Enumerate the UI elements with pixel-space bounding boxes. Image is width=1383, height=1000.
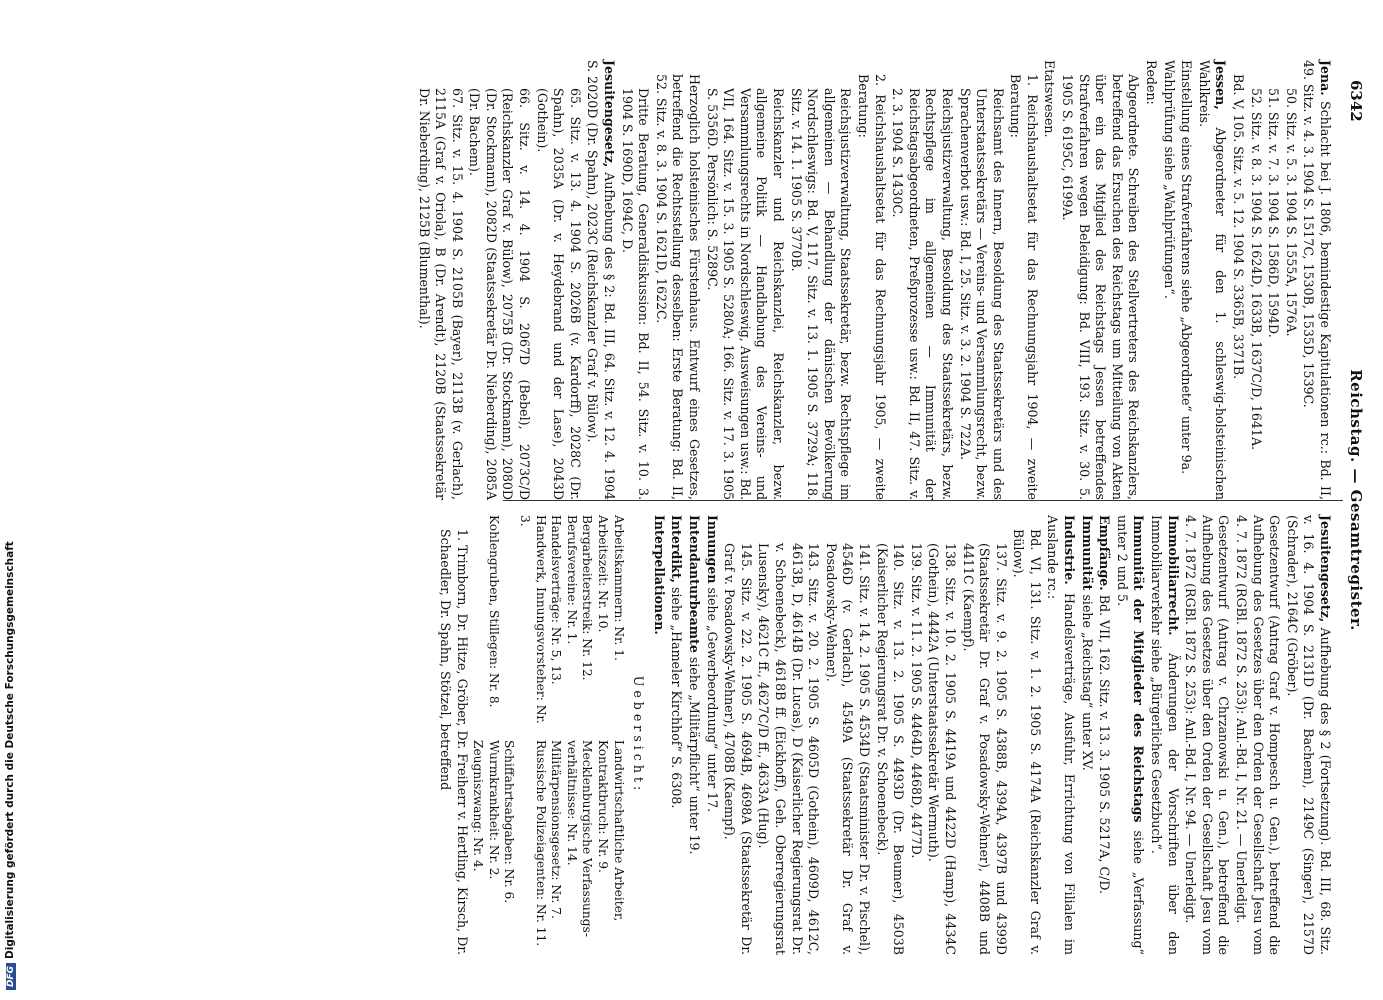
entry-text: 1. Reichshaushaltsetat für das Rechnungsjahr 1904, — zweite Beratung: [1008,74,1040,500]
entry-text: Änderungen der Vorschriften über den Immobiliarverkehr siehe „Bürgerliches Gesetzbuch“. [1149,515,1181,955]
overview-item: Militärpensionsgesetz: Nr. 7. [549,740,564,919]
entry-keyword: Jesuitengesetz, [1318,515,1333,623]
overview-item: Berufsvereine: Nr. 1. [564,515,579,645]
register-entry [1232,515,1282,955]
entry-text: siehe „Reichstag“ unter XV. [1079,594,1095,771]
register-entry [1096,515,1113,955]
entry-text: 50. Sitz. v. 5. 3. 1904 S. 1555A, 1576A. [1283,88,1299,337]
register-entry [959,515,1009,955]
overview-item [501,515,517,730]
dfg-logo: DFG [6,963,16,990]
credit-text: Digitalisierung gefördert durch die Deutsche Forschungsgemeinschaft [4,541,16,959]
entry-text: 2. Reichshaushaltsetat für das Rechnungsjahr 1905, — zweite Beratung: [855,74,888,500]
entry-text: Bd. VI, 131. Sitz. v. 1. 2. 1905 S. 4174A (Reichskanzler Graf v. Bülow). [1011,529,1043,955]
entry-keyword: Interdikt, [669,515,685,584]
right-column-entries [650,515,1333,955]
register-entry [618,60,651,500]
entry-text: siehe „Hameler Kirchhof“ S. 6308. [669,587,685,809]
entry-keyword: Jessen, [1213,60,1229,110]
overview-item: Bergarbeiterstreik: Nr. 12. [580,515,595,681]
overview-item: Russische Polizeiagenten: Nr. 11. [533,740,548,947]
register-entry [1078,515,1095,955]
overview-item: Kohlengruben, Stillegen: Nr. 8. [486,515,501,708]
register-entry [1195,60,1228,500]
entry-text: 140. Sitz. v. 13. 2. 1905 S. 4493D (Dr. Beumer), 4503B (Kaiserlicher Regierungsrat Dr. v. Schoenebeck). [874,543,907,955]
entry-text: siehe „Militärpflicht“ unter 19. [687,656,703,855]
register-entry [956,60,1006,500]
entry-text: siehe „Gewerbeordnung“ unter 17. [704,587,720,813]
register-entry [584,60,617,500]
entry-keyword: Industrie. [1062,515,1078,585]
register-entry [1044,515,1077,955]
overview-item: Arbeitskammern: Nr. 1. [611,515,626,661]
register-entry [1041,60,1058,500]
register-entry [1059,60,1142,500]
right-column [436,515,1333,955]
entry-text: Gesetzentwurf (Antrag v. Chrzanowski u. Gen.), betreffend die Aufhebung des Gesetzes über den Orden der Gesellschaft Jesu vom 4. 7. 1872 (RGBl. 1872 S. 253): Anl.-Bd. I, Nr. 94. — Unerledigt. [1183,515,1232,955]
page-title: Reichstag. — Gesamtregister. [1347,369,1365,631]
register-entry [1147,515,1180,955]
register-entry [1229,60,1246,500]
entry-text: Gesetzentwurf (Antrag Graf v. Hompesch u. Gen.), betreffend die Aufhebung des Gesetzes über den Orden der Gesellschaft Jesu vom 4. 7. 1872 (RGBl. 1872 S. 253): Anl.-Bd. I, Nr. 21. — Unerledigt. [1234,515,1283,955]
register-entry [925,515,958,955]
overview-heading: Uebersicht: [631,675,647,795]
overview-item: Handelsverträge: Nr. 5, 13. [549,515,564,685]
entry-text: 65. Sitz. v. 13. 4. 1904 S. 2026B (v. Kardorff), 2028C (Dr. Spahn), 2035A (Dr. v. Heydebrand und der Lase), 2043D (Gothein). [534,88,583,500]
register-entry [1113,515,1146,955]
register-entry [1007,60,1040,500]
entry-keyword: Interpellationen. [651,515,667,635]
entry-text: Aufhebung des § 2: Bd. III, 64. Sitz. v. 12. 4. 1904 S. 2020D (Dr. Spahn), 2023C (Reichskanzler Graf v. Bülow). [585,60,618,500]
overview-item: Wurmkrankheit: Nr. 2. [486,740,501,880]
entry-text: 51. Sitz. v. 7. 3. 1904 S. 1586D, 1594D. [1266,88,1282,338]
register-entry [533,60,583,500]
overview-item: Handwerk, Innungsvorsteher: Nr. 3. [518,515,548,724]
entry-text: Reichsamt des Innern, Besoldung des Staatssekretärs und des Unterstaatssekretärs — Vereins- und Versammlungsrecht, bezw. Sprachenverbot usw.: Bd. I, 25. Sitz. v. 3. 2. 1904 S. 722A. [957,88,1006,500]
entry-text: Wahlprüfung siehe „Wahlprüfungen“. [1161,60,1177,299]
left-column [414,60,1333,500]
entry-text: Schlacht bei J. 1806, bemindestige Kapitulationen rc.: Bd. II, 49. Sitz. v. 4. 3. 1904 S. 1517C, 1530B, 1535D, 1539C. [1301,60,1333,500]
entry-text: 52. Sitz. v. 8. 3. 1904 S. 1624D, 1633B, 1637C/D, 1641A. [1248,88,1264,451]
entry-text: 139. Sitz. v. 11. 2. 1905 S. 4464D, 4468D, 4477D. [908,543,924,859]
register-entry [1300,60,1333,500]
entry-text: 143. Sitz. v. 20. 2. 1905 S. 4605D (Gothein), 4609D, 4612C, 4613B, D, 4614B (Dr. Lucas), D (Kaiserlicher Regierungsrat Dr. v. Schoenebeck), 4618B ff. (Eickhoff), Geh. Oberregierungsrat Lusensky), 4621C ff., 4627C/D ff., 4633A (Hug). [756,543,822,955]
register-entry [755,515,821,955]
register-entry [1265,60,1282,500]
register-entry [854,60,887,500]
register-entry [703,60,786,500]
entry-keyword: Immobiliarrecht. [1165,515,1181,636]
entry-text: Reden: [1144,60,1160,105]
register-entry [1247,60,1264,500]
overview-item [470,515,486,730]
page-header [1343,30,1365,970]
rotated-scan-page [83,0,1383,1000]
register-entry [721,515,754,955]
entry-text: 138. Sitz. v. 10. 2. 1905 S. 4419A und 4422D (Hamp), 4434C (Gothein), 4442A (Unterstaatssekretär Wermuth). [926,543,958,955]
register-entry [1142,60,1159,500]
entry-text: Einstellung eines Strafverfahrens siehe „Abgeordnete“ unter 9a. [1179,60,1195,475]
entry-text: Herzoglich holsteinisches Fürstenhaus. Entwurf eines Gesetzes, betreffend die Rechtsstellung desselben: Erste Beratung: Bd. II, 52. Sitz. v. 8. 3. 1904 S. 1621D, 1622C. [653,74,703,500]
entry-text: Bd. VII, 162. Sitz. v. 13. 3. 1905 S. 5217A, C/D. [1097,594,1113,895]
register-entry [873,515,906,955]
overview-item: Landwirtschaftliche Arbeiter, [611,740,626,922]
entry-text: Reichskanzler und Reichskanzlei, Reichskanzler, bezw. allgemeine Politik — Handhabung des Vereins- und Versammlungsrechts in Nordschleswig, Ausweisungen usw.: Bd. VII, 164. Sitz. v. 15. 3. 1905 S. 5280A; 166. Sitz. v. 17. 3. 1905 S. 5356D. Persönlich: S. 5289C. [704,88,786,500]
entry-keyword: Jena. [1318,60,1333,96]
entry-text: Abgeordnete. Schreiben des Stellvertreters des Reichskanzlers, betreffend das Ersuchen des Reichstags um Mitteilung von Akten über ein das Mitglied des Reichstags Jessen betreffendes Strafverfahren wegen Beleidigung: Bd. VIII, 193. Sitz. v. 30. 5. 1905 S. 6195C, 6199A. [1060,74,1142,500]
entry-text: Reichsjustizverwaltung, Staatssekretär, bezw. Rechtspflege im allgemeinen — Behandlung der dänischen Bevölkerung Nordschleswigs: Bd. V, 117. Sitz. v. 13. 1. 1905 S. 3729A; 118. Sitz. v. 14. 1. 1905 S. 3770B. [788,88,854,500]
overview-item: Schiffahrtsabgaben: Nr. 6. [502,740,517,904]
entry-keyword: Immunität [1079,515,1095,591]
entry-keyword: Immunität der Mitglieder des Reichstags [1131,515,1147,823]
overview-item: Mecklenburgische Verfassungs- [580,740,595,937]
register-entry [907,515,924,955]
overview-item: verhältnisse: Nr. 14. [564,740,579,866]
digitization-credit [4,541,18,990]
register-entry [1010,515,1043,955]
register-entry [787,60,853,500]
page-number: 6342 [1347,80,1365,122]
column-divider [503,500,1343,501]
entry-text: 141. Sitz. v. 14. 2. 1905 S. 4534D (Staatsminister Dr. v. Pischel), 4546D (v. Gerlach), 4549A (Staatssekretär Dr. Graf v. Posadowsky-Wehner). [823,543,872,955]
entry-text: 137. Sitz. v. 9. 2. 1905 S. 4388B, 4394A, 4397B und 4399D (Staatssekretär Dr. Graf v. Posadowsky-Wehner), 4408B und 4411C (Kaempf). [960,543,1009,955]
entry-text: Reichsjustizverwaltung, Besoldung des Staatssekretärs, bezw. Rechtspflege im allgemeinen — Immunität der Reichstagsabgeordneten, Preßprozesse usw.: Bd. II, 47. Sitz. v. 2. 3. 1904 S. 1430C. [890,88,955,500]
overview-item: Kontraktbruch: Nr. 9. [596,740,611,873]
entry-text: Abgeordneter für den 1. schleswig-holsteinischen Wahlkreis. [1196,60,1229,500]
overview-item: Zeugniszwang: Nr. 4. [471,740,486,872]
entry-keyword: Innungen [704,515,720,584]
register-entry [415,60,465,500]
entry-text: Bd. V, 105. Sitz. v. 5. 12. 1904 S. 3365B, 3371B. [1231,74,1247,380]
entry-text: Aufhebung des § 2 (Fortsetzung). Bd. III, 68. Sitz. v. 16. 4. 1904 S. 2131D (Dr. Bachem), 2149C (Singer), 2157D (Schrader), 2164C (Gröber). [1284,515,1333,955]
entry-text: Dritte Beratung, Generaldiskussion: Bd. II, 54. Sitz. v. 10. 3. 1904 S. 1690D, 1694C, D. [619,88,652,500]
register-entry [889,60,955,500]
register-entry [685,515,702,955]
register-entry [822,515,872,955]
entry-keyword: Intendanturbeamte [687,515,703,653]
register-entry [668,515,685,955]
entry-text: Etatswesen. [1042,60,1058,138]
entry-keyword: Empfänge. [1097,515,1113,591]
register-entry [1178,60,1195,500]
register-entry [652,60,702,500]
entry-text: Handelsverträge, Ausfuhr, Errichtung von Filialen im Auslande rc.: [1045,515,1078,955]
register-entry [1160,60,1177,500]
register-entry [703,515,720,955]
register-entry [466,60,532,500]
register-entry [1182,515,1232,955]
entry-text: siehe „Verfassung“ unter 2 und 5. [1114,515,1147,955]
register-entry [1282,60,1299,500]
overview-list [470,515,626,955]
entry-text: 67. Sitz. v. 15. 4. 1904 S. 2105B (Bayer), 2113B (v. Gerlach), 2115A (Graf v. Oriola), B (Dr. Arendt), 2120B (Staatssekretär Dr. Nieberding), 2125B (Blumenthal). [416,88,465,500]
entry-keyword: Jesuitengesetz, [602,60,618,168]
register-entry [1283,515,1333,955]
entry-text: 145. Sitz. v. 22. 2. 1905 S. 4694B, 4698A (Staatssekretär Dr. Graf v. Posadowsky-Wehner), 4708B (Kaempf). [722,543,754,955]
interpellation-entry: 1. Trimborn, Dr. Hitze, Gröber, Dr. Freiherr v. Hertling, Kirsch, Dr. Schaedler, Dr. Spahn, Stötzel, betreffend [438,529,470,955]
overview-item: Arbeitszeit: Nr. 10. [596,515,611,633]
register-entry [650,515,667,955]
entry-text: 66. Sitz. v. 14. 4. 1904 S. 2067D (Bebel), 2073C/D (Reichskanzler Graf v. Bülow), 2075B (Dr. Stockmann), 2080D (Dr. Stockmann), 2082D (Staatssekretär Dr. Nieberding), 2085A (Dr. Bachem). [467,88,533,500]
